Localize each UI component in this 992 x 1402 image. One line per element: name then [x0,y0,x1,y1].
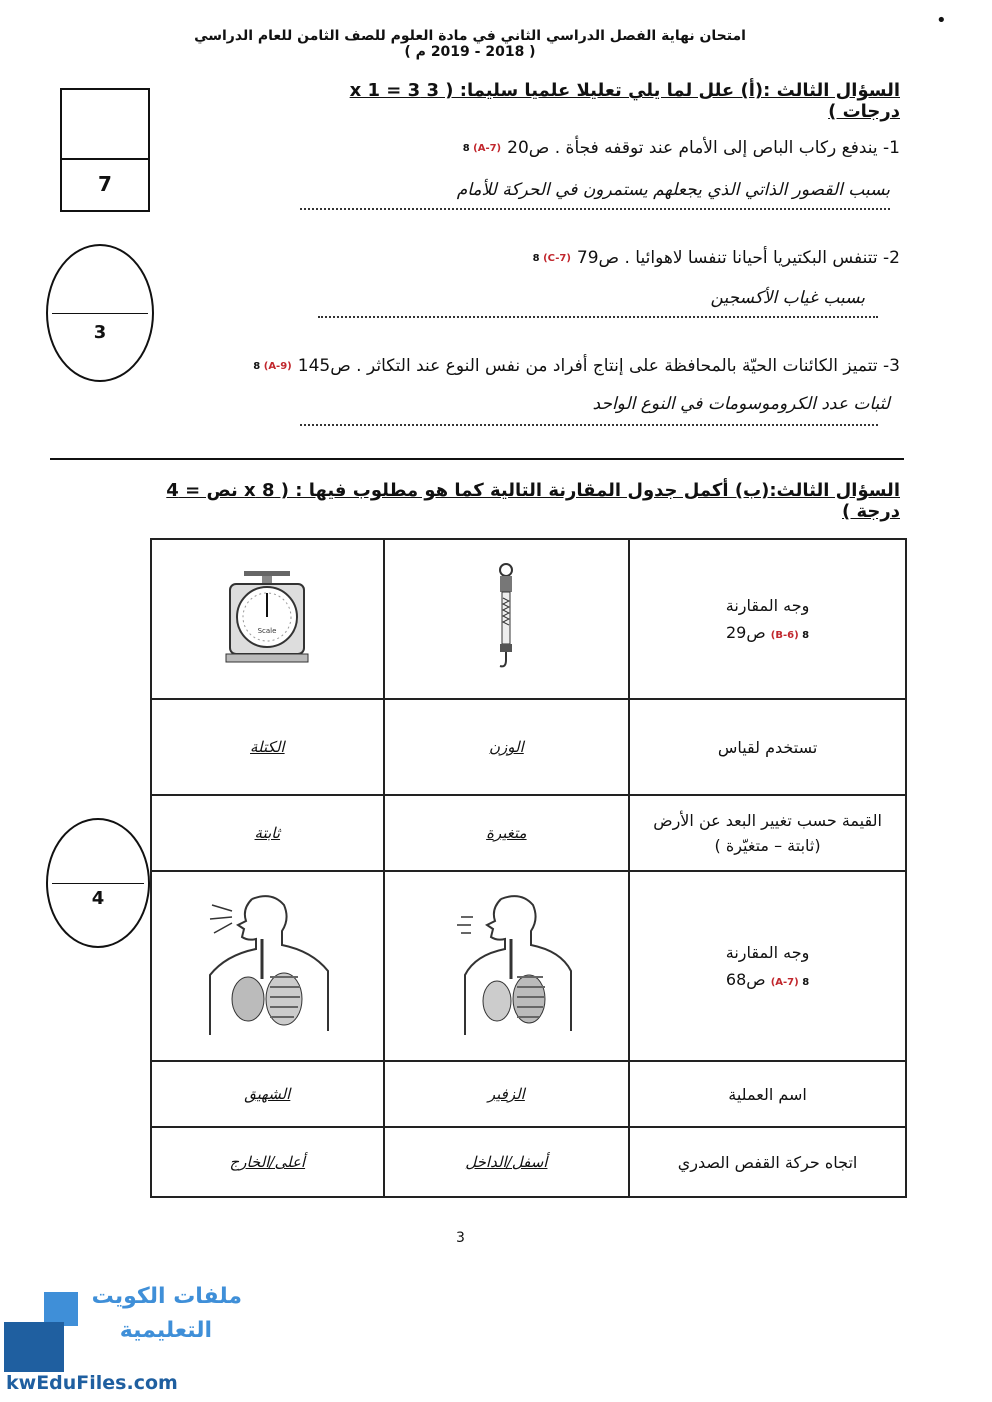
answer-line-3 [300,424,878,426]
answer-cell: الكتلة [151,699,384,795]
table-row [151,1127,906,1197]
page-ref: ص29 [725,623,766,642]
comparison-label: وجه المقارنة [725,943,810,962]
balance-scale-icon [222,569,312,665]
score-oval-a-value: 3 [93,322,107,343]
spring-scale-cell [384,539,630,699]
answer-3: لثبات عدد الكروموسومات في النوع الواحد [592,394,890,414]
table-row [151,539,906,699]
logo-line-1: ملفات الكويت [91,1284,242,1309]
comparison-label: وجه المقارنة [725,596,810,615]
logo-line-2: التعليمية [119,1318,212,1343]
question-text: 1- يندفع ركاب الباص إلى الأمام عند توقفه فجأة . ص20 [507,138,900,158]
logo-url: kwEduFiles.com [6,1372,178,1394]
exam-header: امتحان نهاية الفصل الدراسي الثاني في مادة العلوم للصف الثامن للعام الدراسي ( 2018 - 2019 م ) [194,28,746,60]
ref-tag: 8 (C-7) [532,252,571,264]
exhale-diagram-cell [384,871,630,1061]
comparison-table [150,538,907,1198]
part-a-item-1 [240,138,900,158]
ref-tag: 8 (A-7) [770,977,810,988]
table-row [151,871,906,1061]
answer-1: بسبب القصور الذاتي الذي يجعلهم يستمرون في الحركة للأمام [456,180,890,200]
balance-scale-cell [151,539,384,699]
answer-cell: أعلى/الخارج [151,1127,384,1197]
site-logo [0,1278,250,1398]
question-text: 2- تتنفس البكتيريا أحيانا تنفسا لاهوائيا . ص79 [576,248,900,268]
answer-line-2 [318,316,878,318]
row-label: اسم العملية [629,1061,906,1127]
logo-block-icon [4,1322,64,1372]
answer-cell: الشهيق [151,1061,384,1127]
ref-tag: 8 (A-7) [462,142,502,154]
question-text: 3- تتميز الكائنات الحيّة بالمحافظة على إنتاج أفراد من نفس النوع عند التكاثر . ص145 [297,356,900,376]
score-box [60,88,150,212]
answer-cell: الوزن [384,699,630,795]
page-number: 3 [456,1230,465,1246]
score-oval-b [46,818,150,948]
part-a-title: السؤال الثالث :(أ) علل لما يلي تعليلا علميا سليما: ( 3 x 1 = 3 درجات ) [349,80,900,122]
table-row [151,699,906,795]
inhale-diagram-cell [151,871,384,1061]
part-a-item-2 [240,248,900,268]
svg-text:Scale: Scale [257,627,277,635]
table-row [151,1061,906,1127]
comparison-aspect-2 [629,871,906,1061]
answer-cell: الزفير [384,1061,630,1127]
page-ref: ص68 [725,970,766,989]
answer-cell: ثابتة [151,795,384,871]
answer-cell: متغيرة [384,795,630,871]
answer-2: بسبب غياب الأكسجين [710,288,865,308]
part-a-item-3 [200,356,900,376]
answer-cell: أسفل/الداخل [384,1127,630,1197]
row-label: اتجاه حركة القفص الصدري [629,1127,906,1197]
answer-line-1 [300,208,890,210]
row-label: القيمة حسب تغيير البعد عن الأرض (ثابتة – متغيّرة ) [629,795,906,871]
spring-scale-icon [486,562,526,672]
inhale-diagram-icon [192,889,342,1039]
section-divider [50,458,904,460]
corner-mark: • [936,10,947,31]
comparison-aspect-1 [629,539,906,699]
ref-tag: 8 (B-6) [770,630,810,641]
exhale-diagram-icon [431,889,581,1039]
score-oval-a [46,244,154,382]
ref-tag: 8 (A-9) [253,360,292,372]
score-oval-b-value: 4 [91,888,105,909]
score-box-value: 7 [98,172,112,196]
table-row [151,795,906,871]
row-label: تستخدم لقياس [629,699,906,795]
part-b-title: السؤال الثالث:(ب) أكمل جدول المقارنة التالية كما هو مطلوب فيها : ( 8 x نص = 4 درجة ) [166,480,900,522]
